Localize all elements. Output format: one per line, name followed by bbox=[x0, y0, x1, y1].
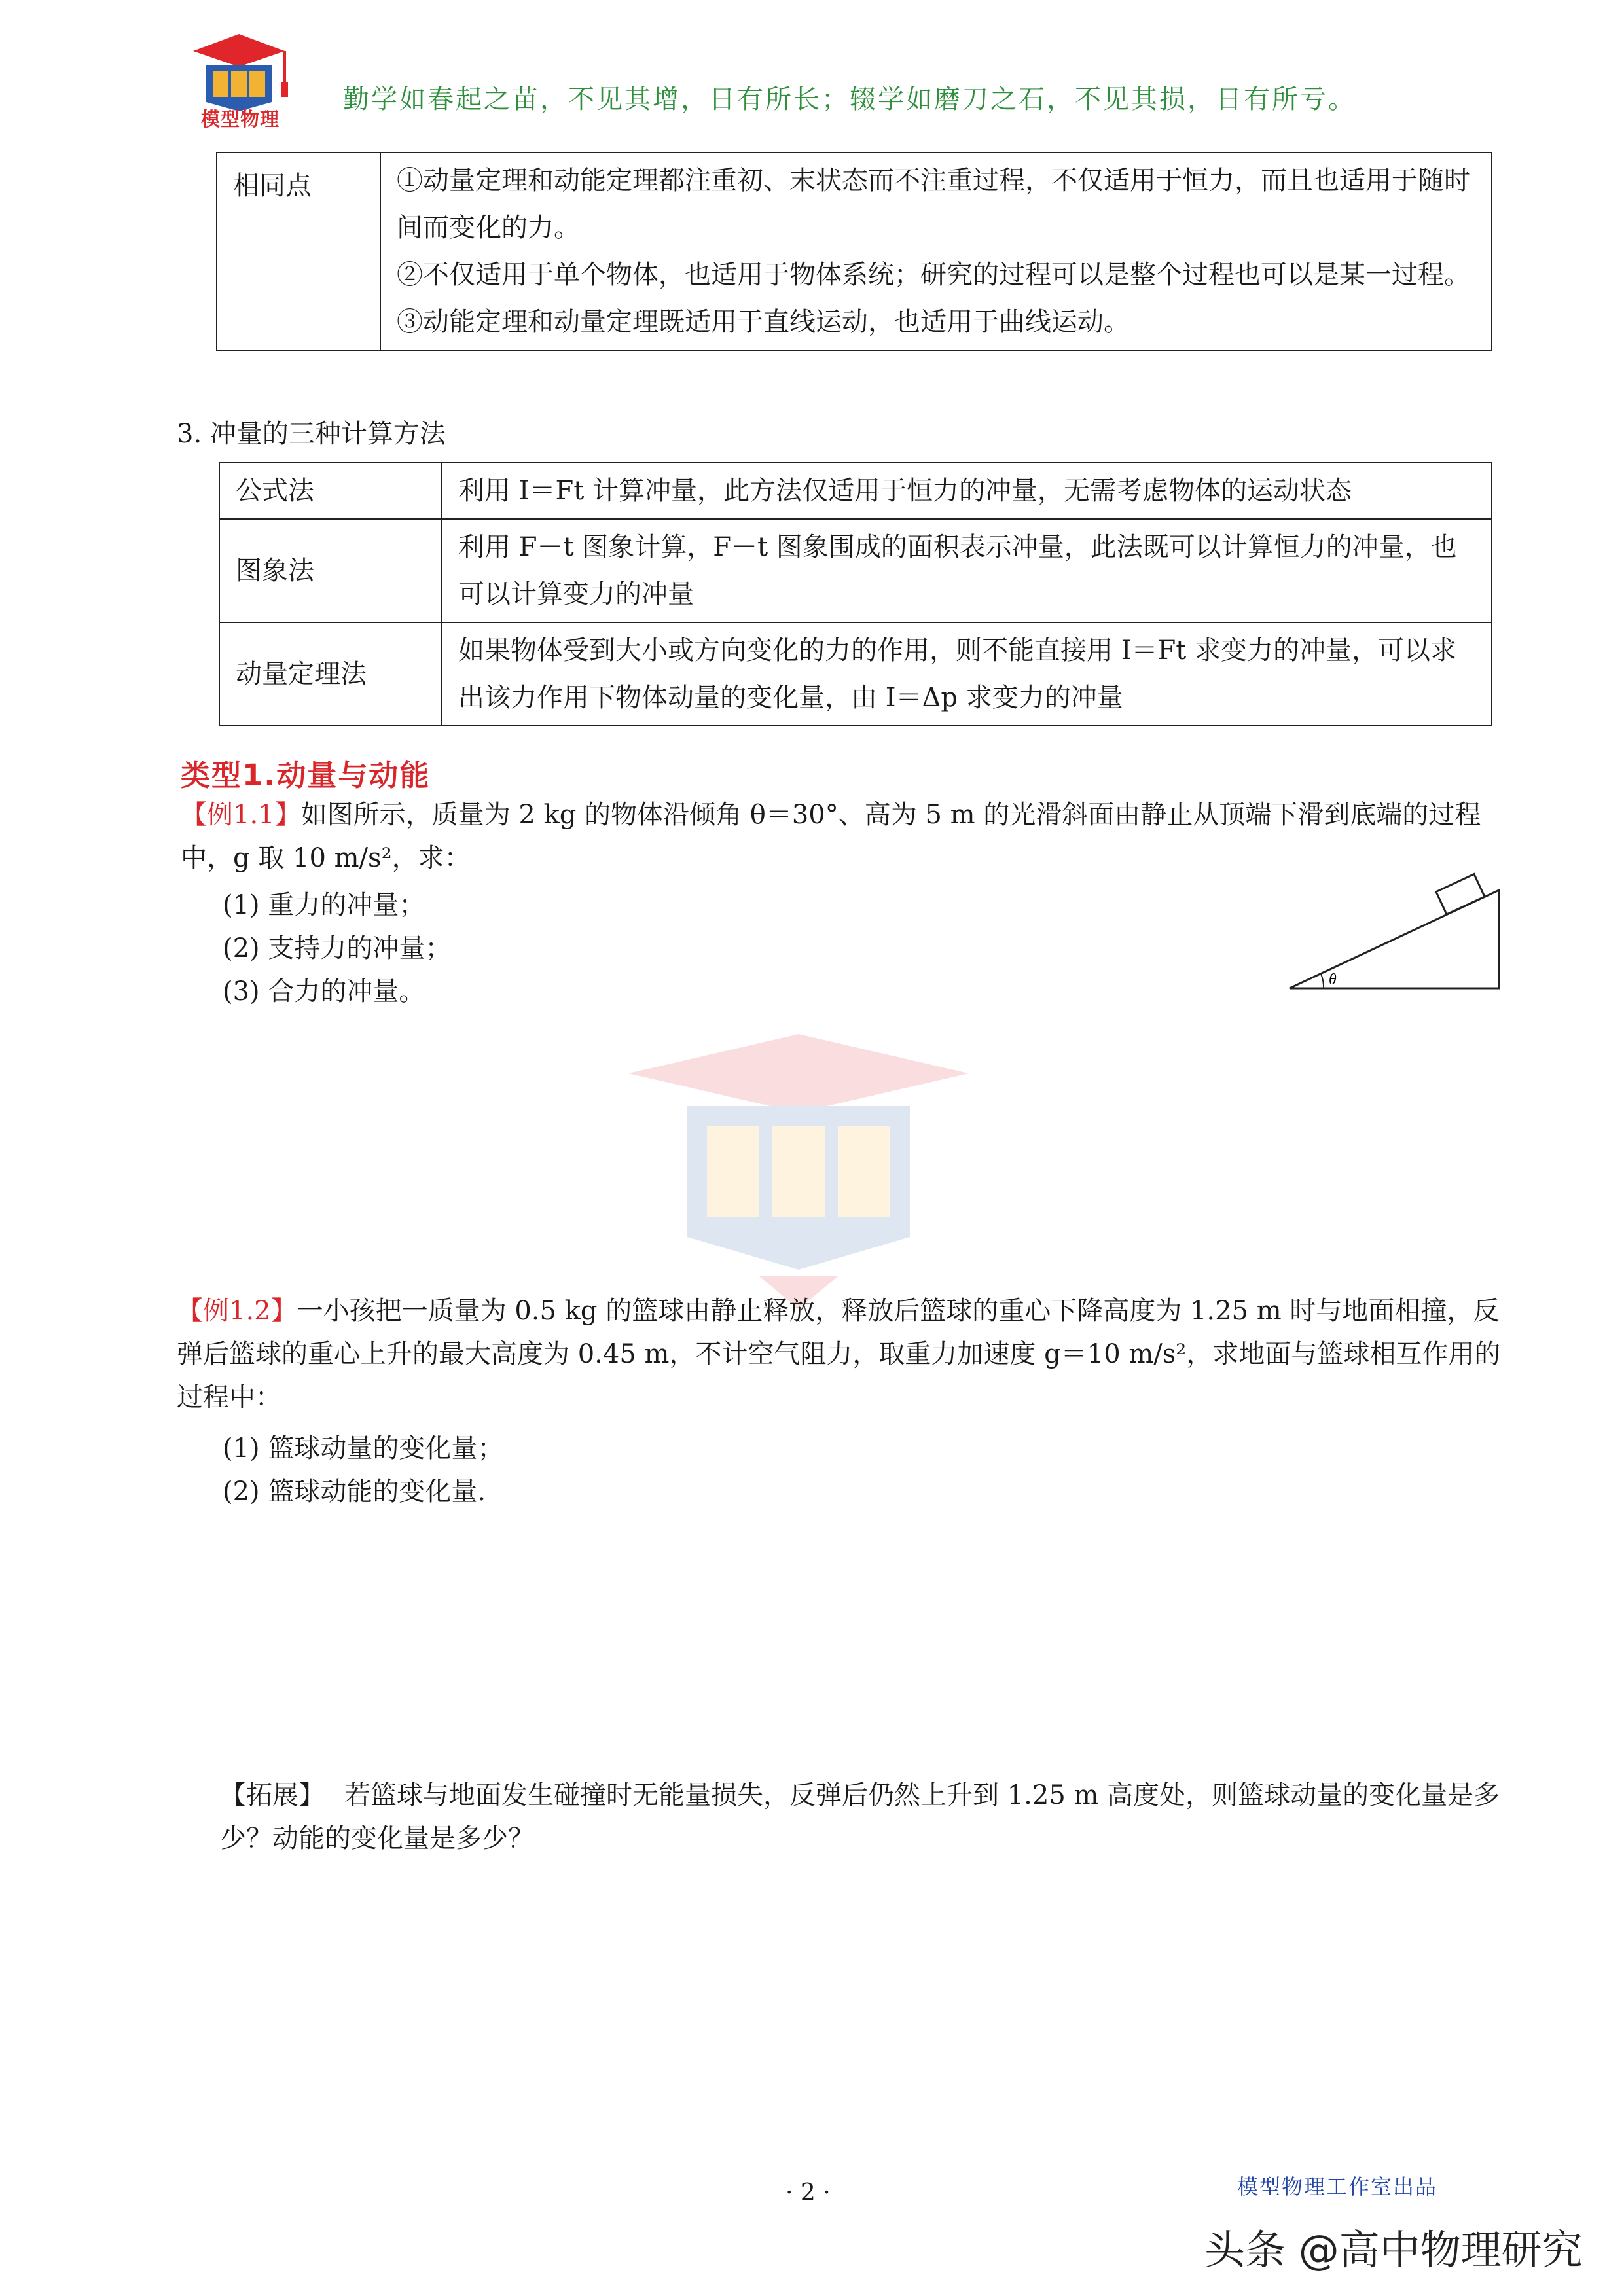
example-1-2-questions bbox=[223, 1427, 503, 1513]
question-item: (1) 篮球动量的变化量； bbox=[223, 1433, 504, 1463]
extension-text: 若篮球与地面发生碰撞时无能量损失，反弹后仍然上升到 1.25 m 高度处，则篮球动量的变化量是多少？动能的变化量是多少？ bbox=[220, 1780, 1500, 1854]
method-label: 动量定理法 bbox=[219, 622, 442, 726]
angle-label: θ bbox=[1329, 971, 1337, 988]
extension bbox=[220, 1774, 1523, 1860]
incline-figure bbox=[1283, 864, 1506, 995]
question-item: (1) 重力的冲量； bbox=[223, 890, 425, 920]
method-content: 如果物体受到大小或方向变化的力的作用，则不能直接用 I＝Ft 求变力的冲量，可以求出该力作用下物体动量的变化量，由 I＝Δp 求变力的冲量 bbox=[442, 622, 1492, 726]
method-content: 利用 I＝Ft 计算冲量，此方法仅适用于恒力的冲量，无需考虑物体的运动状态 bbox=[442, 463, 1492, 519]
method-label: 公式法 bbox=[219, 463, 442, 519]
similarity-item-1: ①动量定理和动能定理都注重初、末状态而不注重过程，不仅适用于恒力，而且也适用于随时间而变化的力。 bbox=[397, 166, 1470, 243]
section-3-title: 3. 冲量的三种计算方法 bbox=[177, 419, 446, 449]
header-motto: 勤学如春起之苗，不见其增，日有所长；辍学如磨刀之石，不见其损，日有所亏。 bbox=[343, 84, 1356, 115]
impulse-methods-table bbox=[219, 462, 1492, 726]
logo-text: 模型物理 bbox=[200, 108, 280, 130]
example-1-1-questions bbox=[223, 884, 451, 1013]
source-watermark: 头条 @高中物理研究 bbox=[1204, 2226, 1583, 2274]
similarities-table bbox=[216, 152, 1492, 351]
similarities-label: 相同点 bbox=[217, 152, 380, 350]
table-row bbox=[219, 519, 1492, 622]
extension-tag: 【拓展】 bbox=[220, 1780, 325, 1810]
similarity-item-3: ③动能定理和动量定理既适用于直线运动，也适用于曲线运动。 bbox=[397, 307, 1130, 337]
example-text: 一小孩把一质量为 0.5 kg 的篮球由静止释放，释放后篮球的重心下降高度为 1.25 m 时与地面相撞，反弹后篮球的重心上升的最大高度为 0.45 m，不计空气阻力，取重力加速度 g＝10 m/s²，求地面与篮球相互作用的过程中： bbox=[177, 1296, 1501, 1412]
similarities-content bbox=[380, 152, 1492, 350]
question-item: (3) 合力的冲量。 bbox=[223, 977, 425, 1007]
table-row bbox=[219, 463, 1492, 519]
method-content: 利用 F－t 图象计算，F－t 图象围成的面积表示冲量，此法既可以计算恒力的冲量，也可以计算变力的冲量 bbox=[442, 519, 1492, 622]
example-1-2 bbox=[177, 1289, 1512, 1419]
question-item: (2) 支持力的冲量； bbox=[223, 933, 452, 963]
type-heading: 类型1.动量与动能 bbox=[181, 758, 431, 793]
example-tag: 【例1.1】 bbox=[181, 800, 301, 830]
example-text: 如图所示，质量为 2 kg 的物体沿倾角 θ＝30°、高为 5 m 的光滑斜面由静止从顶端下滑到底端的过程中，g 取 10 m/s²，求： bbox=[181, 800, 1481, 873]
method-label: 图象法 bbox=[219, 519, 442, 622]
example-tag: 【例1.2】 bbox=[177, 1296, 297, 1326]
watermark-logo-icon bbox=[615, 1021, 982, 1316]
table-row bbox=[219, 622, 1492, 726]
page-number: · 2 · bbox=[785, 2179, 831, 2206]
question-item: (2) 篮球动能的变化量. bbox=[223, 1477, 486, 1507]
footer-studio: 模型物理工作室出品 bbox=[1237, 2174, 1438, 2199]
similarity-item-2: ②不仅适用于单个物体，也适用于物体系统；研究的过程可以是整个过程也可以是某一过程。 bbox=[397, 260, 1470, 290]
